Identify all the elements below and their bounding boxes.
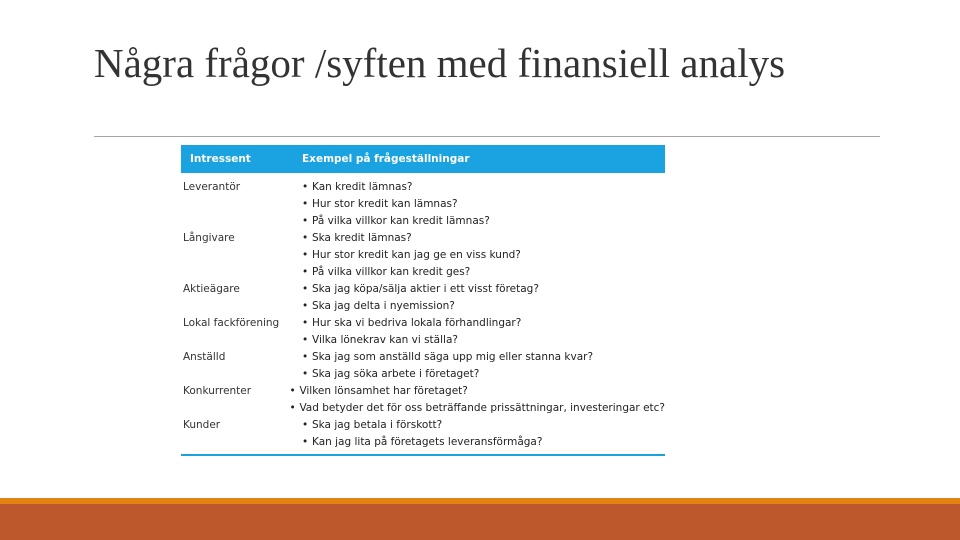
column-header-questions: Exempel på frågeställningar xyxy=(302,153,470,165)
question-text: Ska jag betala i förskott? xyxy=(312,419,443,431)
question-text: Vad betyder det för oss beträffande prissättningar, investeringar etc? xyxy=(299,402,665,414)
bullet-icon: • xyxy=(302,198,309,210)
question-item xyxy=(302,281,665,298)
question-item xyxy=(302,179,665,196)
question-item xyxy=(289,400,665,417)
question-text: Ska jag som anställd säga upp mig eller stanna kvar? xyxy=(312,351,594,363)
stakeholder-cell: Leverantör xyxy=(183,181,241,193)
question-item xyxy=(302,332,665,349)
question-text: Ska jag söka arbete i företaget? xyxy=(312,368,480,380)
table-row xyxy=(181,315,665,349)
question-text: Hur stor kredit kan lämnas? xyxy=(312,198,458,210)
column-header-stakeholder: Intressent xyxy=(190,153,251,165)
question-item xyxy=(302,213,665,230)
question-item xyxy=(302,417,665,434)
stakeholder-cell: Långivare xyxy=(183,232,235,244)
bullet-icon: • xyxy=(289,385,296,397)
bullet-icon: • xyxy=(302,368,309,380)
questions-cell xyxy=(302,315,665,349)
table-row xyxy=(181,417,665,451)
question-item xyxy=(302,247,665,264)
bullet-icon: • xyxy=(302,300,309,312)
question-text: Ska jag delta i nyemission? xyxy=(312,300,455,312)
stakeholder-cell: Aktieägare xyxy=(183,283,240,295)
questions-cell xyxy=(302,417,665,451)
questions-cell xyxy=(289,383,665,417)
question-item xyxy=(302,230,665,247)
question-text: Kan jag lita på företagets leveransförmåga? xyxy=(312,436,543,448)
stakeholder-cell: Lokal fackförening xyxy=(183,317,280,329)
bullet-icon: • xyxy=(302,351,309,363)
bullet-icon: • xyxy=(302,232,309,244)
table-bottom-rule xyxy=(181,454,665,456)
question-text: På vilka villkor kan kredit ges? xyxy=(312,266,471,278)
question-text: På vilka villkor kan kredit lämnas? xyxy=(312,215,490,227)
stakeholder-table xyxy=(181,145,665,456)
stakeholder-cell: Kunder xyxy=(183,419,221,431)
question-text: Hur ska vi bedriva lokala förhandlingar? xyxy=(312,317,522,329)
bullet-icon: • xyxy=(302,249,309,261)
table-row xyxy=(181,349,665,383)
table-row xyxy=(181,281,665,315)
question-text: Vilka lönekrav kan vi ställa? xyxy=(312,334,458,346)
question-item xyxy=(302,366,665,383)
bullet-icon: • xyxy=(302,419,309,431)
question-item xyxy=(302,264,665,281)
table-row xyxy=(181,230,665,281)
table-body xyxy=(181,179,665,451)
table-row xyxy=(181,383,665,417)
question-item xyxy=(302,298,665,315)
bullet-icon: • xyxy=(302,334,309,346)
table-header xyxy=(181,145,665,173)
questions-cell xyxy=(302,230,665,281)
bullet-icon: • xyxy=(289,402,296,414)
question-item xyxy=(302,349,665,366)
bullet-icon: • xyxy=(302,317,309,329)
question-item xyxy=(302,434,665,451)
question-text: Ska jag köpa/sälja aktier i ett visst företag? xyxy=(312,283,539,295)
question-text: Vilken lönsamhet har företaget? xyxy=(299,385,468,397)
bullet-icon: • xyxy=(302,436,309,448)
bullet-icon: • xyxy=(302,215,309,227)
table-row xyxy=(181,179,665,230)
question-text: Kan kredit lämnas? xyxy=(312,181,413,193)
questions-cell xyxy=(302,349,665,383)
bullet-icon: • xyxy=(302,266,309,278)
stakeholder-cell: Anställd xyxy=(183,351,226,363)
stakeholder-cell: Konkurrenter xyxy=(183,385,252,397)
question-item xyxy=(289,383,665,400)
footer-bar xyxy=(0,504,960,540)
slide-title: Några frågor /syften med finansiell analys xyxy=(94,40,786,86)
question-text: Hur stor kredit kan jag ge en viss kund? xyxy=(312,249,521,261)
question-text: Ska kredit lämnas? xyxy=(312,232,412,244)
questions-cell xyxy=(302,179,665,230)
bullet-icon: • xyxy=(302,181,309,193)
question-item xyxy=(302,196,665,213)
questions-cell xyxy=(302,281,665,315)
title-divider xyxy=(94,136,880,137)
question-item xyxy=(302,315,665,332)
bullet-icon: • xyxy=(302,283,309,295)
